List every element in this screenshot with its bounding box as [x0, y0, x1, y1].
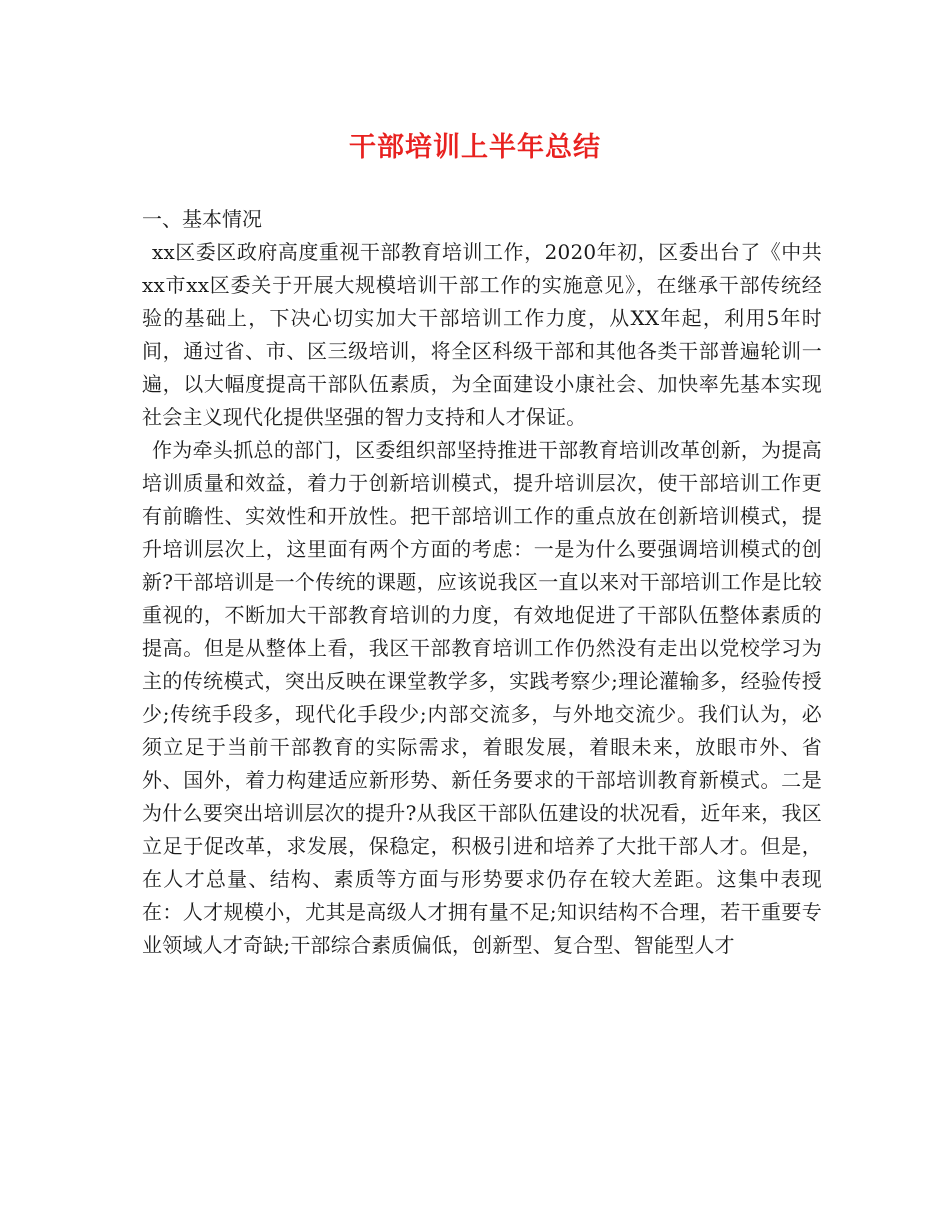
section-heading: 一、基本情况	[142, 207, 262, 231]
paragraph-training-reform: 作为牵头抓总的部门，区委组织部坚持推进干部教育培训改革创新，为提高培训质量和效益，着力于创新培训模式，提升培训层次，使干部培训工作更有前瞻性、实效性和开放性。把干部培训工作的重点放在创新培训模式，提升培训层次上，这里面有两个方面的考虑：一是为什么要强调培训模式的创新?干部培训是一个传统的课题，应该说我区一直以来对干部培训工作是比较重视的，不断加大干部教育培训的力度，有效地促进了干部队伍整体素质的提高。但是从整体上看，我区干部教育培训工作仍然没有走出以党校学习为主的传统模式，突出反映在课堂教学多，实践考察少;理论灌输多，经验传授少;传统手段多，现代化手段少;内部交流多，与外地交流少。我们认为，必须立足于当前干部教育的实际需求，着眼发展，着眼未来，放眼市外、省外、国外，着力构建适应新形势、新任务要求的干部培训教育新模式。二是为什么要突出培训层次的提升?从我区干部队伍建设的状况看，近年来，我区立足于促改革，求发展，保稳定，积极引进和培养了大批干部人才。但是，在人才总量、结构、素质等方面与形势要求仍存在较大差距。这集中表现在：人才规模小，尤其是高级人才拥有量不足;知识结构不合理，若干重要专业领域人才奇缺;干部综合素质偏低，创新型、复合型、智能型人才	[142, 438, 822, 957]
document-body	[142, 203, 822, 962]
document-title: 干部培训上半年总结	[349, 132, 601, 163]
paragraph-background: xx区委区政府高度重视干部教育培训工作，2020年初，区委出台了《中共xx市xx区委关于开展大规模培训干部工作的实施意见》，在继承干部传统经验的基础上，下决心切实加大干部培训工作力度，从XX年起，利用5年时间，通过省、市、区三级培训，将全区科级干部和其他各类干部普遍轮训一遍，以大幅度提高干部队伍素质，为全面建设小康社会、加快率先基本实现社会主义现代化提供坚强的智力支持和人才保证。	[142, 240, 822, 429]
